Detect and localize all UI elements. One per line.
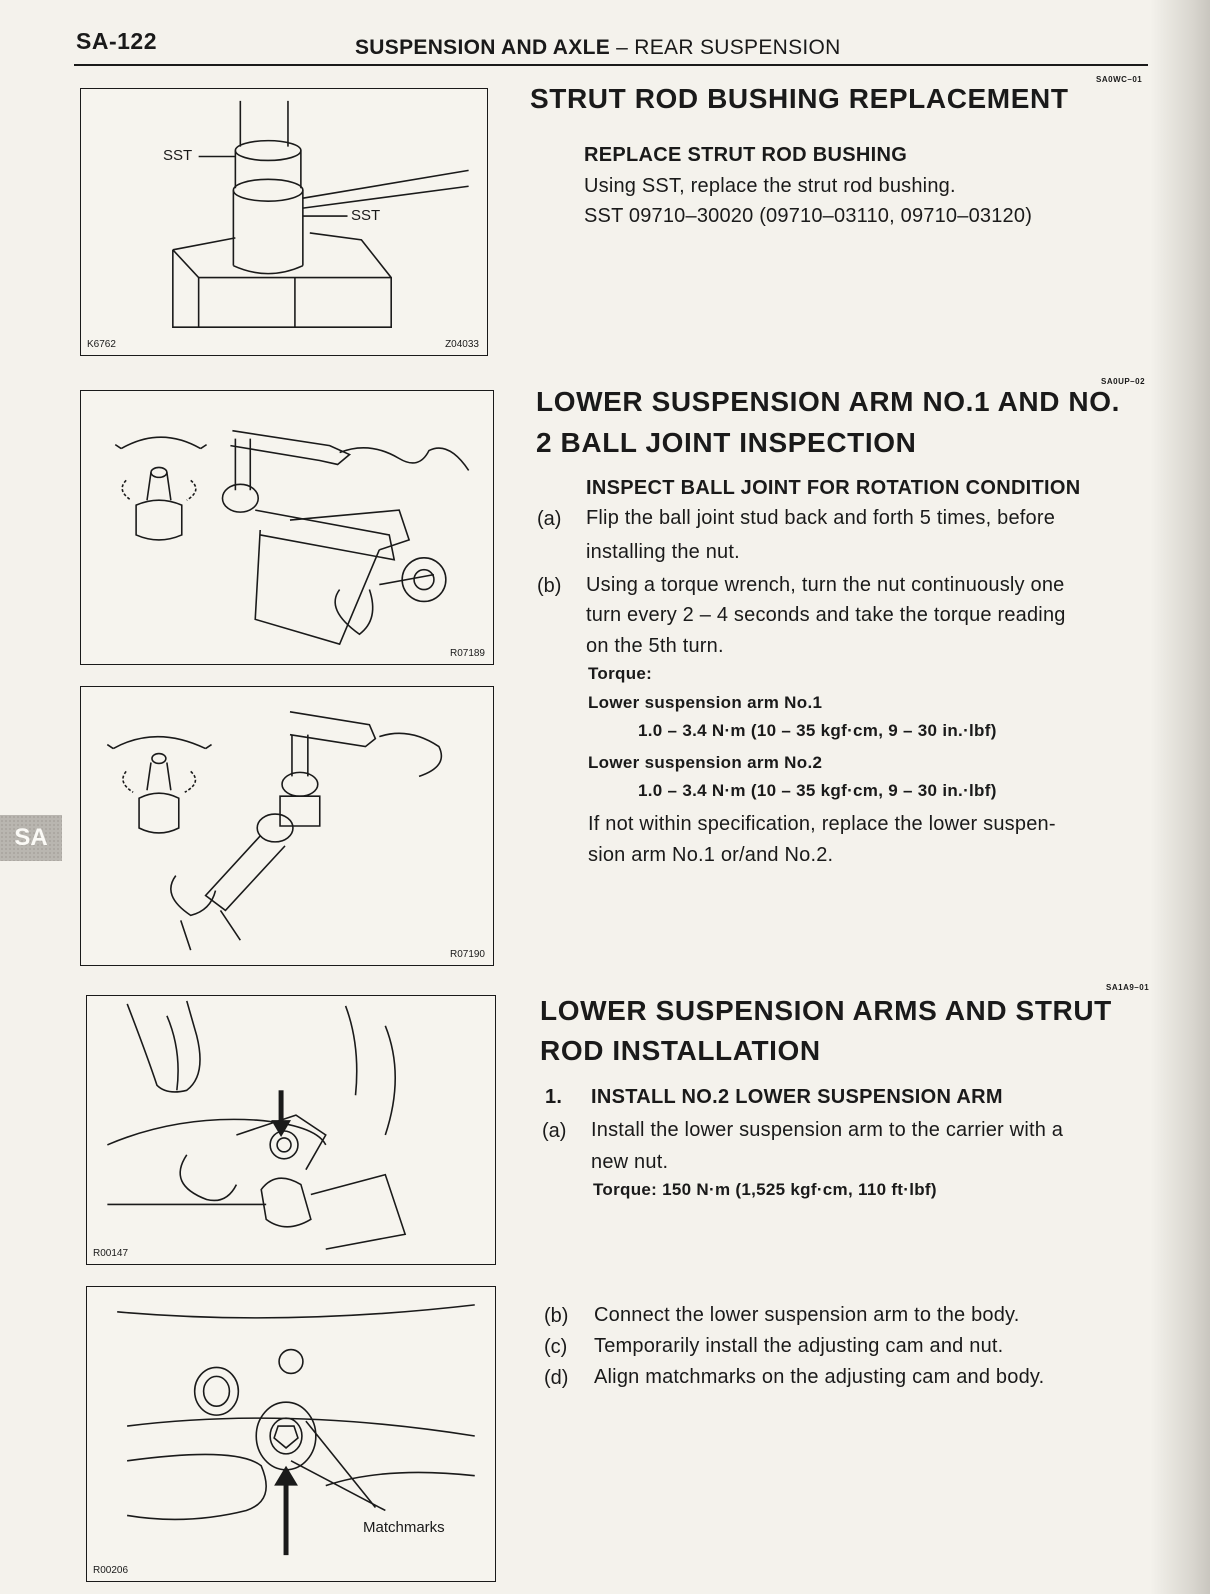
torque-wrench-illustration	[81, 391, 493, 664]
figure-id: R00206	[93, 1565, 129, 1576]
figure-matchmarks	[86, 1286, 496, 1582]
figure-id: R07189	[449, 648, 485, 659]
step-marker-b: (b)	[537, 575, 562, 597]
subsection-title: REAR SUSPENSION	[634, 36, 841, 59]
step-b-line3: on the 5th turn.	[586, 635, 724, 657]
section-tab: SA	[0, 815, 62, 861]
section-title-installation-line2: ROD INSTALLATION	[540, 1035, 821, 1066]
spec-label-arm2: Lower suspension arm No.2	[588, 753, 823, 772]
section-title-installation-line1: LOWER SUSPENSION ARMS AND STRUT	[540, 995, 1112, 1026]
step-b-line2: turn every 2 – 4 seconds and take the torque reading	[586, 604, 1066, 626]
step-marker-d: (d)	[544, 1367, 569, 1389]
figure-code: Z04033	[445, 339, 479, 350]
matchmarks-label: Matchmarks	[363, 1519, 445, 1536]
sst-label-lower: SST	[351, 207, 381, 224]
figure-id: R00147	[93, 1248, 129, 1259]
step-marker-a: (a)	[537, 508, 562, 530]
section-code: SA0WC–01	[1096, 75, 1143, 84]
install-step-c: Temporarily install the adjusting cam and nut.	[594, 1335, 1004, 1357]
torque-label: Torque:	[588, 664, 653, 683]
install-step-b: Connect the lower suspension arm to the body.	[594, 1304, 1020, 1326]
note-line1: If not within specification, replace the lower suspen-	[588, 813, 1056, 835]
install-step-a-line1: Install the lower suspension arm to the carrier with a	[591, 1119, 1064, 1141]
figure-id: K6762	[87, 339, 116, 350]
sst-label-upper: SST	[163, 147, 193, 164]
figure-ball-joint-arm-2	[80, 686, 494, 966]
sst-press-illustration	[81, 89, 487, 355]
step-number: 1.	[545, 1086, 563, 1108]
step-b-line1: Using a torque wrench, turn the nut continuously one	[586, 574, 1065, 596]
section-title-ball-joint-line2: 2 BALL JOINT INSPECTION	[536, 427, 917, 458]
spec-value-arm2: 1.0 – 3.4 N·m (10 – 35 kgf·cm, 9 – 30 in.·lbf)	[638, 781, 997, 800]
figure-id: R07190	[449, 949, 485, 960]
step-title: INSTALL NO.2 LOWER SUSPENSION ARM	[591, 1086, 1003, 1108]
figure-install-arm	[86, 995, 496, 1265]
spec-value-arm1: 1.0 – 3.4 N·m (10 – 35 kgf·cm, 9 – 30 in.·lbf)	[638, 721, 997, 740]
install-step-d: Align matchmarks on the adjusting cam and body.	[594, 1366, 1045, 1388]
step-marker-a: (a)	[542, 1120, 567, 1142]
section-code: SA0UP–02	[1101, 377, 1146, 386]
step-a-line1: Flip the ball joint stud back and forth 5 times, before	[586, 507, 1056, 529]
running-head	[355, 36, 841, 60]
page-number: SA-122	[76, 28, 157, 54]
section-title: SUSPENSION AND AXLE	[355, 36, 611, 59]
install-torque: Torque: 150 N·m (1,525 kgf·cm, 110 ft·lbf)	[593, 1180, 937, 1199]
torque-wrench-arm2-illustration	[81, 687, 493, 965]
page-edge-shadow	[1150, 0, 1210, 1594]
section-title-strut-rod: STRUT ROD BUSHING REPLACEMENT	[530, 83, 1069, 114]
adjusting-cam-illustration	[87, 1287, 495, 1581]
step-title: INSPECT BALL JOINT FOR ROTATION CONDITION	[586, 477, 1081, 499]
figure-strut-rod-bushing	[80, 88, 488, 356]
step-a-line2: installing the nut.	[586, 541, 740, 563]
figure-ball-joint-arm-1	[80, 390, 494, 665]
step-marker-c: (c)	[544, 1336, 568, 1358]
step-title: REPLACE STRUT ROD BUSHING	[584, 144, 908, 166]
instruction-line: Using SST, replace the strut rod bushing.	[584, 175, 956, 197]
step-marker-b: (b)	[544, 1305, 569, 1327]
header-rule	[74, 64, 1148, 66]
section-code: SA1A9–01	[1106, 983, 1150, 992]
section-title-ball-joint-line1: LOWER SUSPENSION ARM NO.1 AND NO.	[536, 386, 1120, 417]
arm-nut-illustration	[87, 996, 495, 1264]
sst-number-line: SST 09710–30020 (09710–03110, 09710–03120)	[584, 205, 1033, 227]
title-dash: –	[610, 36, 635, 59]
spec-label-arm1: Lower suspension arm No.1	[588, 693, 823, 712]
install-step-a-line2: new nut.	[591, 1151, 669, 1173]
note-line2: sion arm No.1 or/and No.2.	[588, 844, 834, 866]
